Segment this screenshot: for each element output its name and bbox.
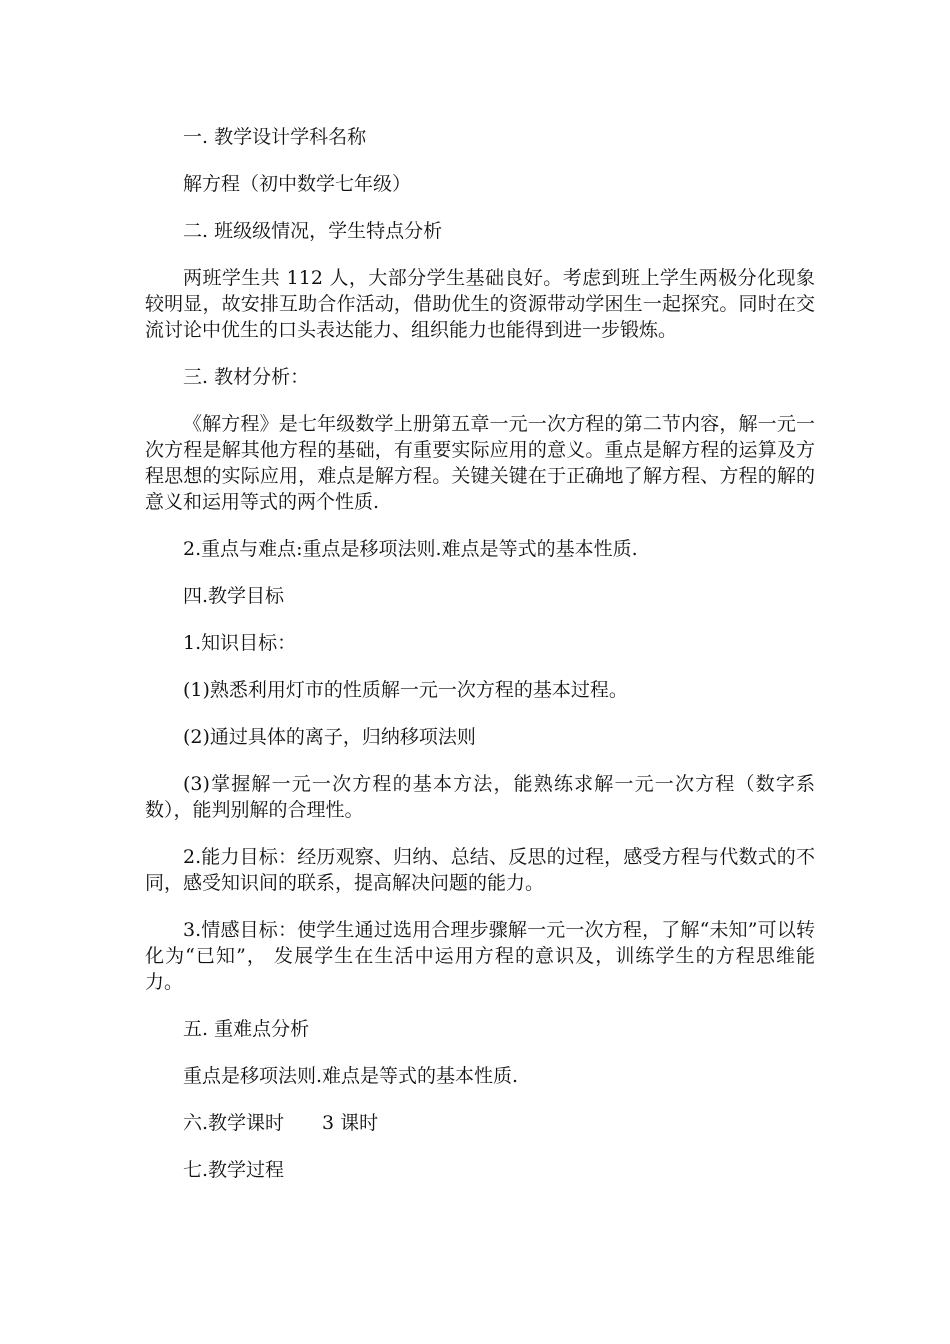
section-heading-material-analysis: 三. 教材分析： [183, 366, 310, 388]
material-analysis-text: 《解方程》是七年级数学上册第五章一元一次方程的第二节内容，解一元一次方程是解其他方程的基础，有重要实际应用的意义。重点是解方程的运算及方程思想的实际应用，难点是解方程。关键关键在于正确地了解方程、方程的解的意义和运用等式的两个性质. [145, 413, 815, 513]
section-heading-class-hours: 六.教学课时 3 课时 [183, 1112, 379, 1134]
knowledge-goal-item: (3)掌握解一元一次方程的基本方法，能熟练求解一元一次方程（数字系数），能判别解的合理性。 [145, 773, 815, 821]
knowledge-goal-item: (1)熟悉利用灯市的性质解一元一次方程的基本过程。 [183, 679, 628, 701]
section-heading-teaching-process: 七.教学过程 [183, 1159, 285, 1181]
emotion-goal: 3.情感目标：使学生通过选用合理步骤解一元一次方程，了解“未知”可以转化为“已知”， 发展学生在生活中运用方程的意识及，训练学生的方程思维能力。 [145, 919, 815, 993]
knowledge-goal-item: (2)通过具体的离子，归纳移项法则 [183, 726, 476, 748]
ability-goal: 2.能力目标：经历观察、归纳、总结、反思的过程，感受方程与代数式的不同，感受知识间的联系，提高解决问题的能力。 [145, 846, 815, 894]
class-analysis-text: 两班学生共 112 人，大部分学生基础良好。考虑到班上学生两极分化现象较明显，故安排互助合作活动，借助优生的资源带动学困生一起探究。同时在交流讨论中优生的口头表达能力、组织能力也能得到进一步锻炼。 [145, 267, 815, 341]
section-heading-key-points: 五. 重难点分析 [183, 1018, 310, 1040]
section-heading-subject: 一. 教学设计学科名称 [183, 126, 367, 148]
key-points-text: 重点是移项法则.难点是等式的基本性质. [183, 1065, 519, 1087]
subject-name: 解方程（初中数学七年级） [183, 173, 412, 195]
key-difficult-points: 2.重点与难点:重点是移项法则.难点是等式的基本性质. [183, 538, 638, 560]
section-heading-teaching-goals: 四.教学目标 [183, 585, 285, 607]
document-body [145, 124, 815, 1204]
knowledge-goals-heading: 1.知识目标： [183, 632, 297, 654]
section-heading-class-analysis: 二. 班级级情况，学生特点分析 [183, 220, 443, 242]
